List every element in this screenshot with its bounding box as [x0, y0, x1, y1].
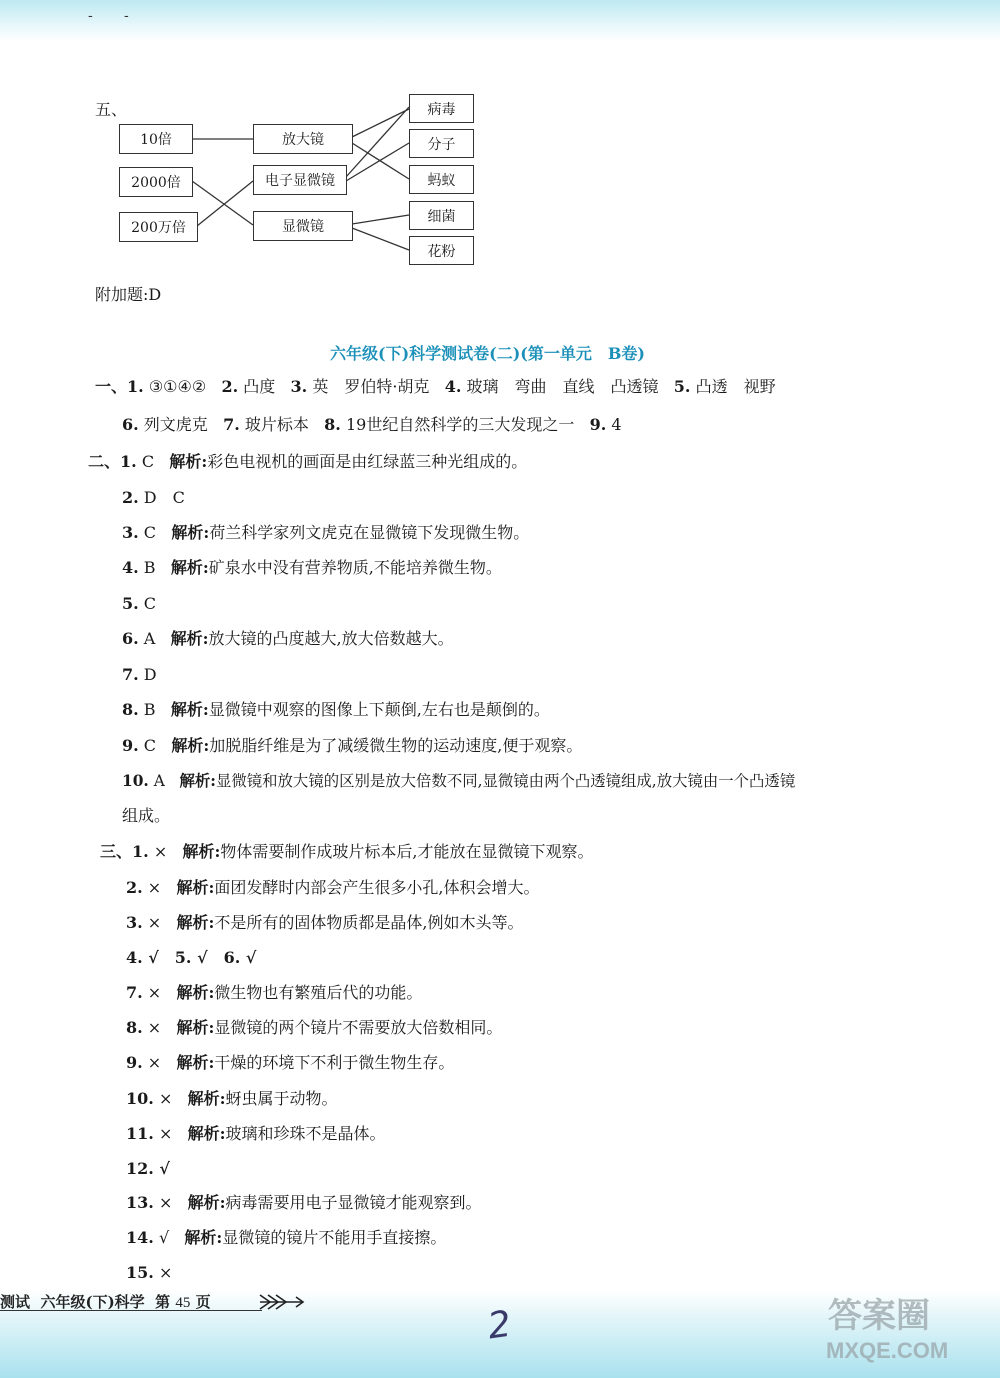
left-box-3: 200万倍	[119, 212, 198, 242]
part3-item-14	[126, 1228, 446, 1248]
part3-item-11	[126, 1124, 386, 1144]
q-number: 15.	[126, 1263, 154, 1282]
q-number: 2.	[126, 878, 143, 897]
footer-subject: 六年级(下)科学	[40, 1293, 145, 1311]
answer: ×	[158, 1089, 173, 1108]
answer: ×	[147, 913, 162, 932]
analysis-text: 荷兰科学家列文虎克在显微镜下发现微生物。	[209, 523, 530, 542]
analysis-text: 蚜虫属于动物。	[225, 1089, 338, 1108]
part3-item-10	[126, 1089, 338, 1109]
part2-item-6	[122, 629, 454, 649]
part3-item-3	[126, 913, 523, 933]
q-number: 2.	[221, 377, 239, 396]
analysis-label: 解析:	[187, 1193, 226, 1212]
answer: B	[143, 558, 156, 577]
right-box-2: 分子	[409, 129, 474, 158]
match-line	[352, 228, 409, 250]
answer: ③①④②	[148, 377, 207, 396]
part3-item-13	[126, 1193, 482, 1213]
analysis-label: 解析:	[170, 700, 209, 719]
match-line	[346, 143, 409, 181]
q-number: 13.	[126, 1193, 154, 1212]
answer: ×	[147, 983, 162, 1002]
q-number: 6.	[122, 415, 139, 434]
q-number: 9.	[122, 736, 139, 755]
analysis-label: 解析:	[171, 736, 210, 755]
answer: C	[143, 594, 157, 613]
answer: √	[159, 1159, 170, 1178]
answer: ×	[147, 1018, 162, 1037]
q-number: 11.	[126, 1124, 154, 1143]
part3-item-8	[126, 1018, 502, 1038]
analysis-label: 解析:	[170, 558, 209, 577]
analysis-text: 微生物也有繁殖后代的功能。	[214, 983, 423, 1002]
footer-page-post: 页	[195, 1293, 211, 1311]
middle-box-1: 放大镜	[253, 124, 353, 154]
middle-box-3: 显微镜	[253, 211, 353, 241]
answer: √	[158, 1228, 170, 1247]
part3-item-9	[126, 1053, 454, 1073]
margin-tick: -	[124, 8, 129, 24]
left-box-2: 2000倍	[119, 167, 193, 197]
q-number: 4.	[126, 948, 143, 967]
footer-page-pre: 第	[155, 1293, 171, 1311]
answer: √ 5. √ 6. √	[148, 948, 257, 967]
q-number: 6.	[122, 629, 139, 648]
answer: ×	[147, 878, 162, 897]
q-number: 5.	[122, 594, 139, 613]
answer: A	[143, 629, 156, 648]
answer: C	[143, 523, 157, 542]
footer-underline	[0, 1310, 262, 1311]
analysis-label: 解析:	[184, 1228, 223, 1247]
right-box-1: 病毒	[409, 94, 474, 123]
answer: 凸透 视野	[695, 377, 776, 396]
analysis-label: 解析:	[187, 1124, 226, 1143]
q-number: 3.	[122, 523, 139, 542]
answer: ×	[158, 1193, 173, 1212]
analysis-label: 解析:	[171, 523, 210, 542]
part2-item-5	[122, 594, 156, 614]
q-number: 三、1.	[100, 842, 149, 861]
answer: 4	[611, 415, 622, 434]
q-number: 7.	[122, 665, 139, 684]
analysis-text: 彩色电视机的画面是由红绿蓝三种光组成的。	[207, 452, 528, 471]
analysis-label: 解析:	[187, 1089, 226, 1108]
analysis-label: 解析:	[176, 1018, 215, 1037]
footer-prefix: 测试	[0, 1293, 31, 1311]
part3-item-2	[126, 878, 539, 898]
handwritten-mark: 2	[485, 1303, 514, 1348]
q-number: 7.	[126, 983, 143, 1002]
q-number: 9.	[126, 1053, 143, 1072]
match-line	[346, 107, 409, 177]
answer: A	[153, 772, 165, 790]
analysis-text: 显微镜和放大镜的区别是放大倍数不同,显微镜由两个凸透镜组成,放大镜由一个凸透镜	[215, 772, 796, 790]
part2-item-10-continued: 组成。	[122, 806, 171, 825]
part2-item-3	[122, 523, 529, 543]
right-box-4: 细菌	[409, 201, 474, 230]
double-arrow-icon	[258, 1291, 308, 1313]
part2-item-10	[122, 771, 795, 791]
part3-item-7	[126, 983, 422, 1003]
right-box-3: 蚂蚁	[409, 165, 474, 194]
answer: D C	[143, 488, 185, 507]
part3-item-12	[126, 1159, 170, 1179]
answer: 凸度	[243, 377, 276, 396]
q-number: 7.	[223, 415, 240, 434]
q-number: 8.	[122, 700, 139, 719]
q-number: 二、1.	[88, 452, 137, 471]
analysis-label: 解析:	[170, 629, 209, 648]
q-number: 5.	[673, 377, 691, 396]
page-footer	[0, 1291, 211, 1312]
watermark-site: MXQE.COM	[826, 1338, 949, 1363]
q-number: 10.	[122, 772, 149, 790]
part3-item-4-6	[126, 948, 256, 968]
middle-box-2: 电子显微镜	[253, 165, 347, 195]
part1-line1	[95, 377, 776, 397]
q-number: 8.	[324, 415, 341, 434]
q-number: 8.	[126, 1018, 143, 1037]
answer: ×	[147, 1053, 162, 1072]
analysis-label: 解析:	[176, 1053, 215, 1072]
answer: D	[143, 665, 157, 684]
analysis-text: 面团发酵时内部会产生很多小孔,体积会增大。	[214, 878, 540, 897]
part2-item-7	[122, 665, 157, 685]
part3-item-15	[126, 1263, 172, 1283]
q-number: 12.	[126, 1159, 154, 1178]
answer: 玻片标本	[244, 415, 309, 434]
page-number: 45	[175, 1295, 191, 1311]
analysis-label: 解析:	[182, 842, 221, 861]
answer: C	[143, 736, 157, 755]
analysis-label: 解析:	[179, 772, 216, 790]
analysis-text: 显微镜的镜片不能用手直接擦。	[222, 1228, 447, 1247]
part1-line2	[122, 415, 622, 435]
test-title: 六年级(下)科学测试卷(二)(第一单元 B卷)	[330, 344, 645, 363]
analysis-text: 矿泉水中没有营养物质,不能培养微生物。	[208, 558, 502, 577]
answer: ×	[158, 1263, 173, 1282]
q-number: 9.	[589, 415, 607, 434]
analysis-text: 显微镜中观察的图像上下颠倒,左右也是颠倒的。	[208, 700, 550, 719]
analysis-label: 解析:	[169, 452, 208, 471]
answer: 19世纪自然科学的三大发现之一	[345, 415, 575, 434]
q-number: 3.	[126, 913, 143, 932]
answer: 玻璃 弯曲 直线 凸透镜	[466, 377, 659, 396]
part2-item-2	[122, 488, 185, 508]
q-number: 10.	[126, 1089, 154, 1108]
analysis-text: 干燥的环境下不利于微生物生存。	[214, 1053, 455, 1072]
q-number: 4.	[444, 377, 462, 396]
part2-item-8	[122, 700, 550, 720]
analysis-label: 解析:	[176, 913, 215, 932]
answer: 英 罗伯特·胡克	[312, 377, 430, 396]
margin-tick: -	[88, 8, 93, 24]
analysis-text: 不是所有的固体物质都是晶体,例如木头等。	[214, 913, 524, 932]
analysis-text: 显微镜的两个镜片不需要放大倍数相同。	[214, 1018, 503, 1037]
analysis-text: 放大镜的凸度越大,放大倍数越大。	[208, 629, 454, 648]
q-number: 2.	[122, 488, 139, 507]
match-line	[352, 109, 409, 137]
answer: C	[141, 452, 155, 471]
q-number: 一、1.	[95, 377, 144, 396]
q-number: 3.	[290, 377, 308, 396]
answer: ×	[158, 1124, 173, 1143]
left-box-1: 10倍	[119, 124, 193, 154]
analysis-label: 解析:	[176, 983, 215, 1002]
q-number: 14.	[126, 1228, 154, 1247]
analysis-text: 玻璃和珍珠不是晶体。	[225, 1124, 386, 1143]
part2-item-4	[122, 558, 502, 578]
part2-item-1	[88, 452, 527, 472]
part2-item-9	[122, 736, 582, 756]
analysis-text: 物体需要制作成玻片标本后,才能放在显微镜下观察。	[220, 842, 594, 861]
watermark-logo: 答案圈	[828, 1297, 930, 1335]
answer: 列文虎克	[143, 415, 208, 434]
answer: ×	[153, 842, 168, 861]
extra-question: 附加题:D	[95, 285, 162, 304]
analysis-label: 解析:	[176, 878, 215, 897]
right-box-5: 花粉	[409, 236, 474, 265]
analysis-text: 加脱脂纤维是为了减缓微生物的运动速度,便于观察。	[209, 736, 583, 755]
section-5-label: 五、	[95, 100, 128, 119]
part3-item-1	[100, 842, 594, 862]
match-line	[352, 215, 409, 224]
q-number: 4.	[122, 558, 139, 577]
analysis-text: 病毒需要用电子显微镜才能观察到。	[225, 1193, 482, 1212]
answer: B	[143, 700, 156, 719]
